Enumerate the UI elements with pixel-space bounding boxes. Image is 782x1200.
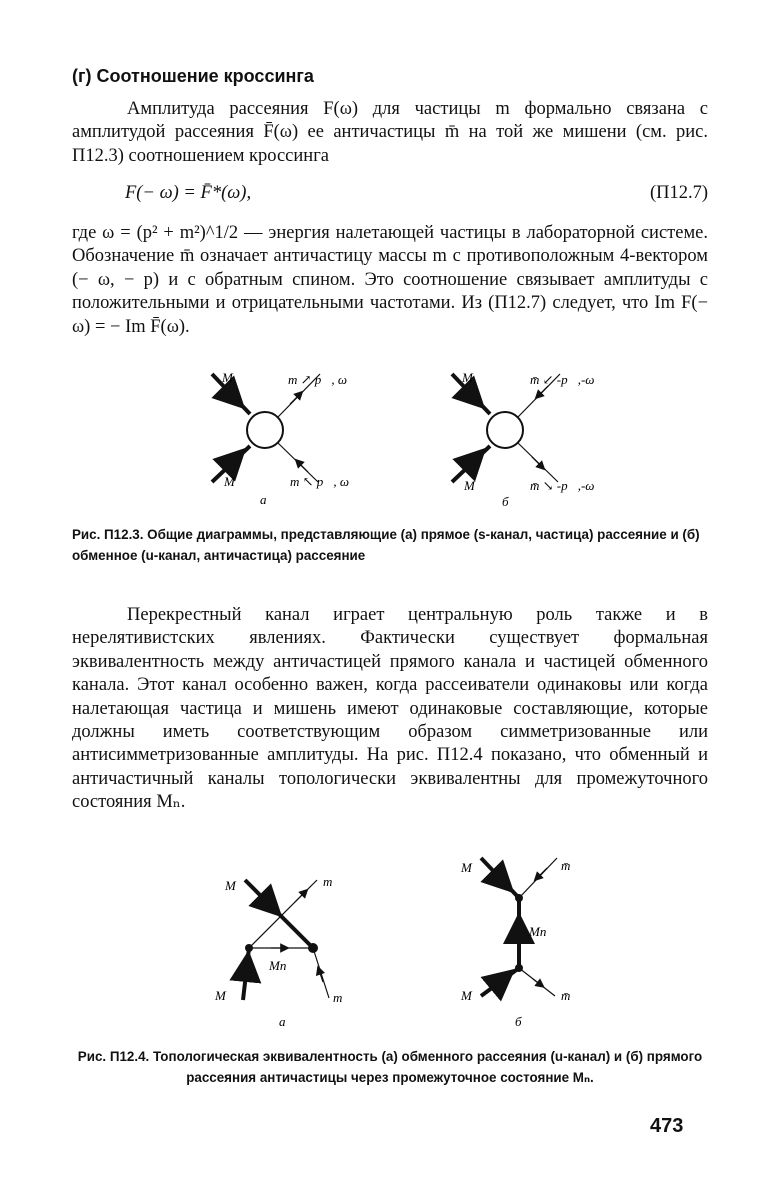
label-b-bottom-right: m̄ ↘ -p⃗,-ω (530, 478, 595, 493)
label-4a-m-top: m (323, 874, 333, 889)
label-4a-Mn: Mn (269, 958, 287, 973)
label-4b-Mn: Mn (529, 924, 547, 939)
section-heading: (г) Соотношение кроссинга (72, 66, 314, 86)
after-equation-paragraph (72, 222, 708, 339)
intro-paragraph (72, 98, 708, 168)
panel-b-letter: б (502, 494, 509, 509)
label-4a-m-bottom: m (333, 990, 343, 1005)
label-a-top-right: m ↗ p⃗, ω (288, 372, 348, 387)
figure-12-4 (205, 850, 605, 1035)
second-paragraph-text: Перекрестный канал играет центральную роль также и в нерелятивистских явлениях. Фактически существует формальная эквивалентность между античастицей прямого канала и частицей обменного канала. Этот канал особенно важен, когда рассеиватели одинаковы или когда налетающая частица и мишень имеют одинаковые составляющие, которые должны иметь соответствующим образом симметризованные или антисимметризованные амплитуды. На рис. П12.4 показано, что обменный и античастичный каналы топологически эквивалентны для промежуточного состояния Mₙ. (72, 605, 708, 813)
line-m-in-a (313, 948, 329, 998)
label-a-bottom-left: M (224, 474, 235, 489)
label-4a-M-top: M (225, 878, 236, 893)
label-4b-m-bottom: m̄ (561, 988, 571, 1003)
intro-text: Амплитуда рассеяния F(ω) для частицы m формально связана с амплитудой рассеяния F̄(ω) ее античастицы m̄ на той же мишени (см. рис. П12.3) соотношением кроссинга (72, 99, 708, 166)
vertex-a-left (245, 944, 253, 952)
equation-number: (П12.7) (649, 183, 708, 203)
label-b-top-left: M (462, 370, 473, 385)
diagram-b (452, 370, 594, 509)
vertex-b-bottom (515, 964, 523, 972)
vertex-circle-b (487, 412, 523, 448)
line-M-a (245, 880, 313, 948)
label-4b-M-top: M (461, 860, 472, 875)
label-4a-M-bottom: M (215, 988, 226, 1003)
diagram-12-4-b (460, 858, 570, 1029)
label-b-top-right: m̄ ↙ -p⃗,-ω (530, 372, 595, 387)
panel-4a-letter: а (279, 1014, 286, 1029)
equation-body: F(− ω) = F̄*(ω), (125, 183, 252, 203)
vertex-b-top (515, 894, 523, 902)
line-m-out-a (249, 880, 317, 948)
vertex-a-right (308, 943, 318, 953)
line-mbar-b-top (519, 858, 557, 898)
diagram-12-4-a (214, 874, 342, 1029)
label-b-bottom-left: M (464, 478, 475, 493)
label-4b-M-bottom: M (461, 988, 472, 1003)
figure-12-4-caption: Рис. П12.4. Топологическая эквивалентность (а) обменного рассеяния (u-канал) и (б) прямого рассеяния античастицы через промежуточное состояние Mₙ. (77, 1049, 703, 1085)
panel-4b-letter: б (515, 1014, 522, 1029)
crossing-equation (125, 183, 708, 204)
label-a-top-left: M (222, 370, 233, 385)
diagram-a (212, 370, 349, 507)
figure-12-3 (190, 362, 630, 512)
vertex-circle (247, 412, 283, 448)
page-number: 473 (650, 1115, 684, 1137)
panel-a-letter: а (260, 492, 267, 507)
figure-12-3-caption: Рис. П12.3. Общие диаграммы, представляющие (а) прямое (s-канал, частица) рассеяние и (б) обменное (u-канал, античастица) рассеяние (72, 527, 700, 563)
second-paragraph (72, 604, 708, 815)
after-equation-text: где ω = (p² + m²)^1/2 — энергия налетающей частицы в лабораторной системе. Обозначение m̄ означает античастицу массы m с противоположным 4-вектором (− ω, − p) и с обратным спином. Это соотношение связывает амплитуды с положительными и отрицательными частотами. Из (П12.7) следует, что Im F(− ω) = − Im F̄(ω). (72, 223, 708, 337)
label-4b-m-top: m̄ (561, 858, 571, 873)
label-a-bottom-right: m ↖ p⃗, ω (290, 474, 350, 489)
